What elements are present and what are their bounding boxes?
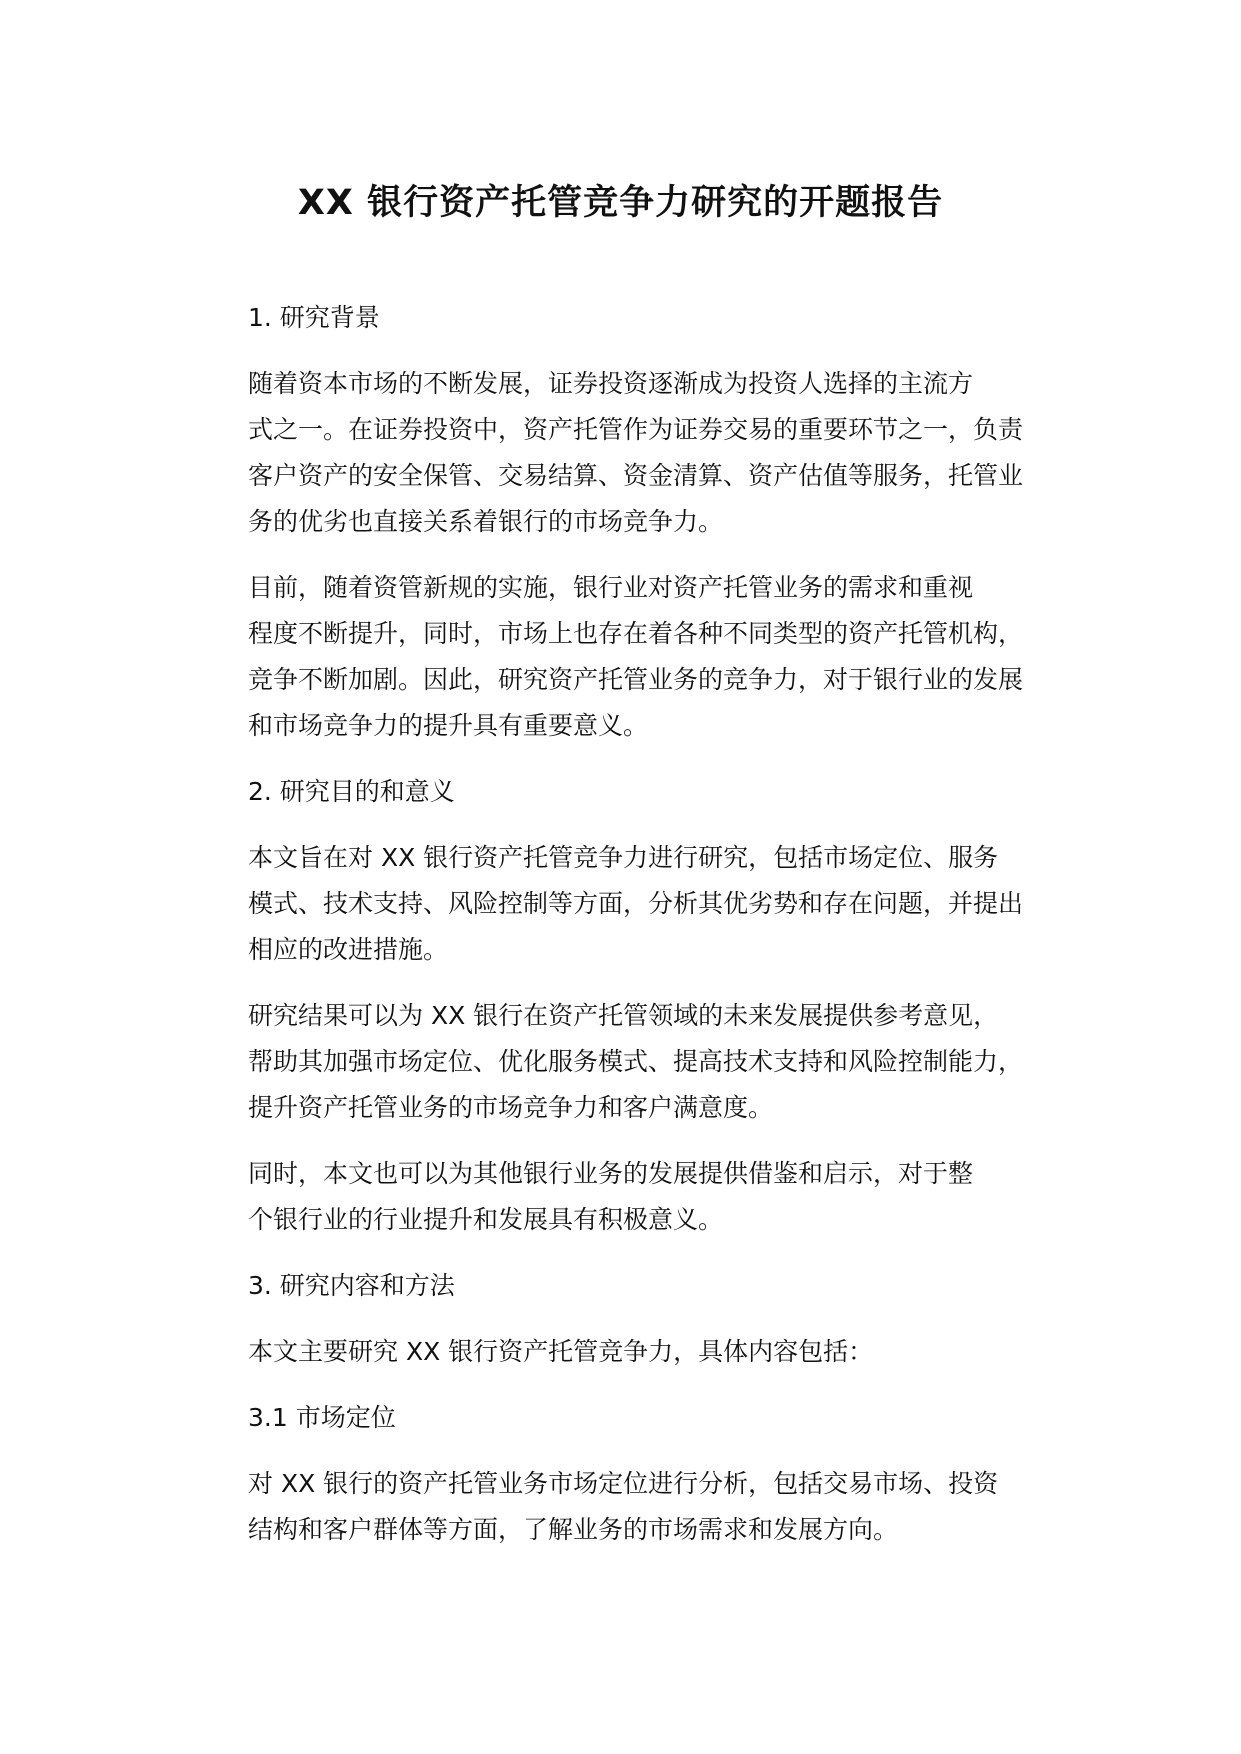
paragraph-line: 式之一。在证券投资中，资产托管作为证券交易的重要环节之一，负责 (248, 415, 1024, 444)
paragraph-line: 务的优劣也直接关系着银行的市场竞争力。 (248, 507, 724, 536)
paragraph-line: 随着资本市场的不断发展，证券投资逐渐成为投资人选择的主流方 (248, 369, 974, 398)
paragraph-line: 提升资产托管业务的市场竞争力和客户满意度。 (248, 1093, 774, 1122)
section-heading-content: 3. 研究内容和方法 (248, 1271, 455, 1300)
section-heading-background: 1. 研究背景 (248, 303, 380, 332)
paragraph-purpose-1 (188, 835, 1058, 973)
subsection-heading-market: 3.1 市场定位 (248, 1403, 396, 1432)
content-intro-line: 本文主要研究 XX 银行资产托管竞争力，具体内容包括： (248, 1337, 874, 1366)
paragraph-background-2 (188, 565, 1058, 749)
paragraph-line: 竞争不断加剧。因此，研究资产托管业务的竞争力，对于银行业的发展 (248, 665, 1024, 694)
paragraph-line: 客户资产的安全保管、交易结算、资金清算、资产估值等服务，托管业 (248, 461, 1024, 490)
paragraph-line: 程度不断提升，同时，市场上也存在着各种不同类型的资产托管机构， (248, 619, 1024, 648)
paragraph-line: 研究结果可以为 XX 银行在资产托管领域的未来发展提供参考意见， (248, 1001, 999, 1030)
paragraph-line: 模式、技术支持、风险控制等方面，分析其优劣势和存在问题，并提出 (248, 889, 1024, 918)
document-title: XX 银行资产托管竞争力研究的开题报告 (297, 183, 944, 223)
paragraph-line: 和市场竞争力的提升具有重要意义。 (248, 711, 649, 740)
paragraph-purpose-2 (188, 993, 1058, 1131)
paragraph-line: 对 XX 银行的资产托管业务市场定位进行分析，包括交易市场、投资 (248, 1469, 999, 1498)
paragraph-market-positioning (188, 1461, 1058, 1553)
paragraph-line: 同时，本文也可以为其他银行业务的发展提供借鉴和启示，对于整 (248, 1159, 974, 1188)
paragraph-line: 帮助其加强市场定位、优化服务模式、提高技术支持和风险控制能力， (248, 1047, 1024, 1076)
paragraph-line: 结构和客户群体等方面，了解业务的市场需求和发展方向。 (248, 1515, 899, 1544)
paragraph-line: 目前，随着资管新规的实施，银行业对资产托管业务的需求和重视 (248, 573, 974, 602)
document-body (188, 295, 1058, 1573)
paragraph-line: 个银行业的行业提升和发展具有积极意义。 (248, 1205, 724, 1234)
paragraph-background-1 (188, 361, 1058, 545)
paragraph-line: 本文旨在对 XX 银行资产托管竞争力进行研究，包括市场定位、服务 (248, 843, 999, 872)
section-heading-purpose: 2. 研究目的和意义 (248, 777, 455, 806)
paragraph-purpose-3 (188, 1151, 1058, 1243)
paragraph-line: 相应的改进措施。 (248, 935, 449, 964)
